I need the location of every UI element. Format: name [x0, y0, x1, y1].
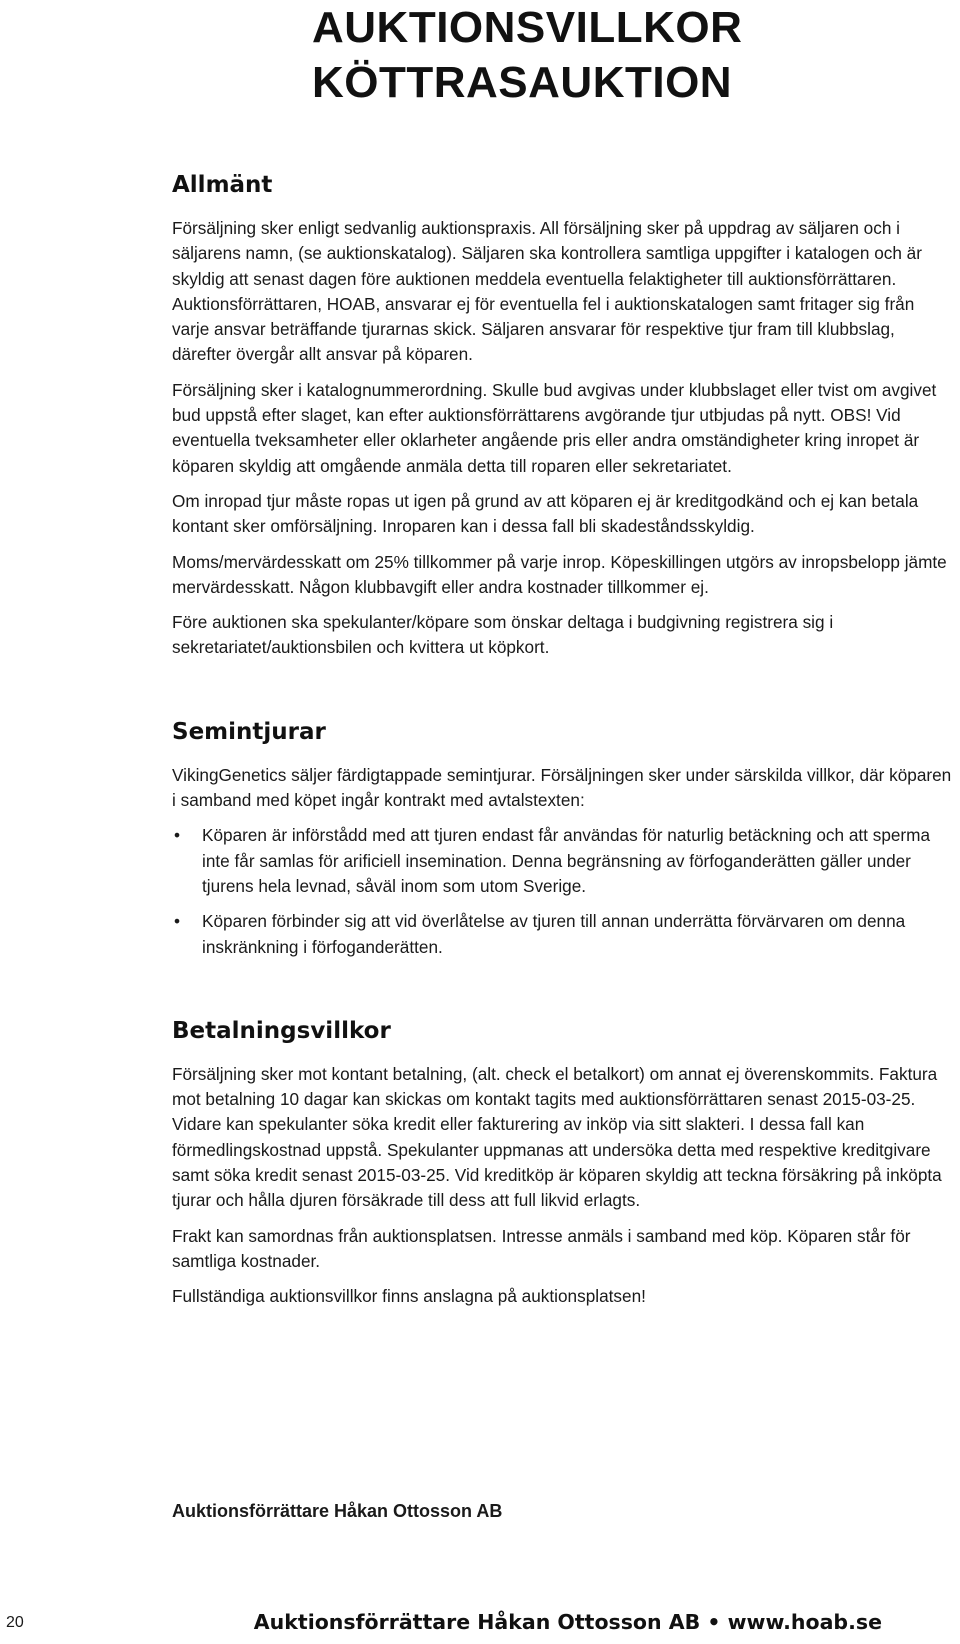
paragraph: Försäljning sker i katalognummerordning. Skulle bud avgivas under klubbslaget eller tvist om avgivet bud uppstå efter slaget, kan efter auktionsförrättarens avgörande tjur utbjudas på nytt. OBS! Vid eventuella tveksamheter eller oklarheter angående pris eller andra omständigheter kring inropet är köparen skyldig att omgående anmäla detta till roparen eller sekretariatet.: [172, 379, 937, 476]
document-body: [172, 170, 956, 1366]
paragraph: Försäljning sker mot kontant betalning, (alt. check el betalkort) om annat ej överenskommits. Faktura mot betalning 10 dagar kan skickas om kontakt tagits med auktionsförrättaren senast 2015-03-25. Vidare kan spekulanter söka kredit eller fakturering av inköp via sitt slakteri. I dessa fall kan förmedlingskostnad uppstå. Spekulanter uppmanas att undersöka detta med respektive kreditgivare samt söka kredit senast 2015-03-25. Vid kreditköp är köparen skyldig att teckna försäkring på inköpta tjurar och hålla djuren försäkrade till dess att full likvid erlagts.: [172, 1063, 942, 1211]
section-semintjurar: [172, 717, 956, 960]
section-betalningsvillkor: [172, 1016, 956, 1310]
signature: Auktionsförrättare Håkan Ottosson AB: [172, 1501, 503, 1521]
paragraph: Före auktionen ska spekulanter/köpare som önskar deltaga i budgivning registrera sig i sekretariatet/auktionsbilen och kvittera ut köpkort.: [172, 612, 834, 658]
bullet-list: [172, 823, 956, 959]
page-title-line-1: AUKTIONSVILLKOR: [312, 3, 743, 52]
page-title-line-2: KÖTTRASAUKTION: [312, 58, 733, 107]
list-item: [172, 823, 956, 899]
paragraph: VikingGenetics säljer färdigtappade semintjurar. Försäljningen sker under särskilda villkor, där köparen i samband med köpet ingår kontrakt med avtalstexten:: [172, 764, 952, 811]
paragraph: Fullständiga auktionsvillkor finns anslagna på auktionsplatsen!: [172, 1286, 646, 1307]
paragraph: Moms/mervärdesskatt om 25% tillkommer på varje inrop. Köpeskillingen utgörs av inropsbelopp jämte mervärdesskatt. Någon klubbavgift eller andra kostnader tillkommer ej.: [172, 551, 947, 597]
section-allmant: [172, 170, 956, 661]
bullet-icon: •: [174, 911, 181, 932]
section-heading-betalningsvillkor: Betalningsvillkor: [172, 1017, 391, 1044]
section-heading-allmant: Allmänt: [172, 172, 273, 198]
list-item-text: Köparen förbinder sig att vid överlåtelse av tjuren till annan underrätta förvärvaren om denna inskränkning i förfoganderätten.: [202, 911, 906, 957]
paragraph: Frakt kan samordnas från auktionsplatsen. Intresse anmäls i samband med köp. Köparen står för samtliga kostnader.: [172, 1225, 911, 1271]
bullet-icon: •: [174, 825, 181, 846]
list-item: [172, 909, 956, 960]
page-title: [312, 0, 742, 110]
paragraph: Försäljning sker enligt sedvanlig auktionspraxis. All försäljning sker på uppdrag av säljaren och i säljarens namn, (se auktionskatalog). Säljaren ska kontrollera samtliga uppgifter i katalogen och är skyldig att senast dagen före auktionen meddela eventuella felaktigheter till auktionsförrättaren. Auktionsförrättaren, HOAB, ansvarar ej för eventuella fel i auktionskatalogen samt fritager sig från varje ansvar beträffande tjurarnas skick. Säljaren ansvarar för respektive tjur fram till klubbslag, därefter övergår allt ansvar på köparen.: [172, 218, 922, 365]
list-item-text: Köparen är införstådd med att tjuren endast får användas för naturlig betäckning och att sperma inte får samlas för arificiell insemination. Denna begränsning av förfoganderätten gäller under tjurens hela levnad, såväl inom som utom Sverige.: [202, 825, 931, 896]
section-heading-semintjurar: Semintjurar: [172, 718, 326, 745]
paragraph: Om inropad tjur måste ropas ut igen på grund av att köparen ej är kreditgodkänd och ej kan betala kontant sker omförsäljning. Inroparen kan i dessa fall bli skadeståndsskyldig.: [172, 490, 919, 537]
footer-brand: Auktionsförrättare Håkan Ottosson AB • www.hoab.se: [253, 1610, 882, 1634]
page-number: 20: [6, 1614, 24, 1631]
